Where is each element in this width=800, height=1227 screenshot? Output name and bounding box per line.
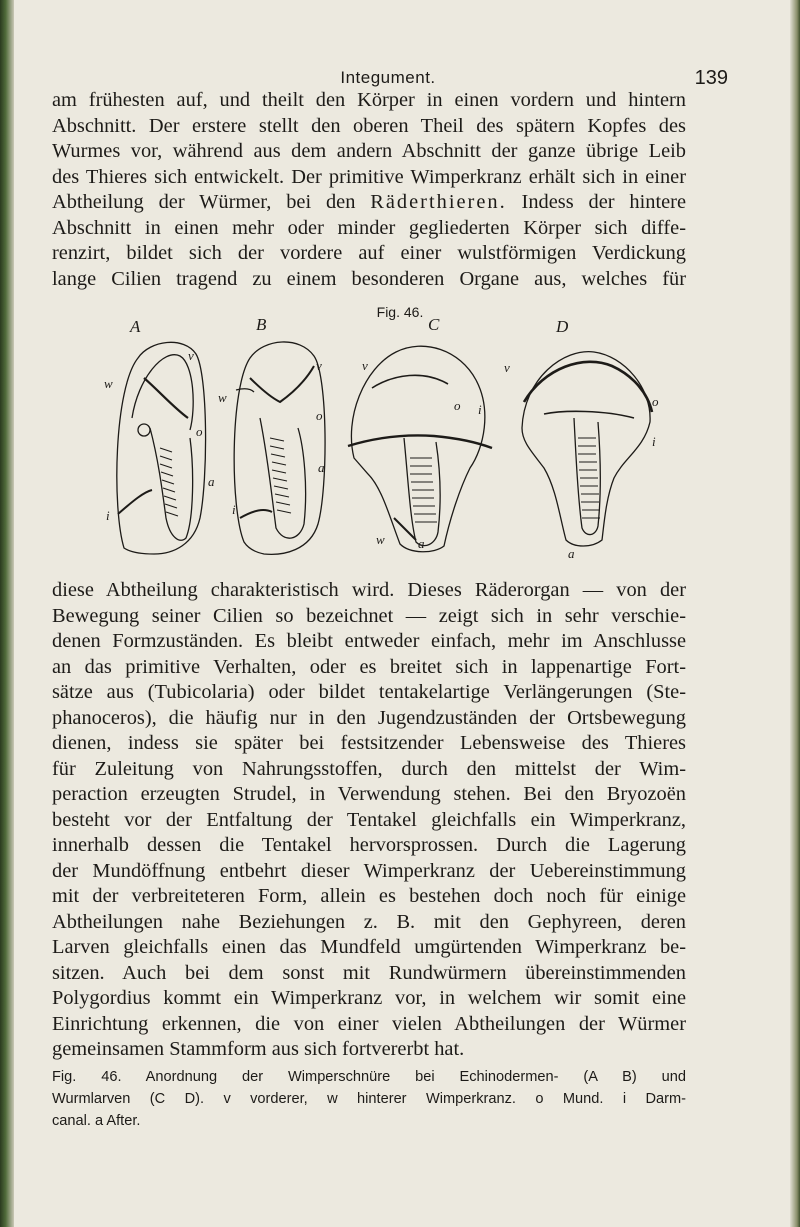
label-o: o (316, 408, 323, 423)
text-line: innerhalb dessen die Tentakel hervorsprossen. Durch die Lagerung (52, 834, 686, 856)
figure-title: Fig. 46. (376, 304, 424, 320)
text-line: dienen, indess sie später bei festsitzender Lebensweise des Thieres (52, 732, 686, 754)
text-line: phanoceros), die häufig nur in den Jugendzuständen der Ortsbewegung (52, 706, 686, 729)
larva-c (348, 346, 492, 552)
text-fragment: Abtheilung der Würmer, bei den (52, 191, 371, 213)
text-line: besteht vor der Entfaltung der Tentakel gleichfalls ein Wimperkranz, (52, 808, 686, 831)
text-line: denen Formzuständen. Es bleibt entweder einfach, mehr im Anschlusse (52, 630, 686, 652)
book-binding-edge (0, 0, 14, 1227)
label-i: i (232, 502, 236, 517)
page-number: 139 (694, 67, 728, 89)
text-line: sitzen. Auch bei dem sonst mit Rundwürmern übereinstimmenden (52, 961, 686, 984)
label-i: i (106, 508, 110, 523)
figure-caption (52, 1066, 686, 1132)
label-o: o (454, 398, 461, 413)
text-line: der Mundöffnung entbehrt dieser Wimperkranz der Uebereinstimmung (52, 859, 686, 882)
text-line: für Zuleitung von Nahrungsstoffen, durch den mittelst der Wim- (52, 757, 686, 780)
panel-label-c: C (428, 318, 440, 334)
label-v: v (316, 358, 322, 373)
label-v: v (362, 358, 368, 373)
text-line: Bewegung seiner Cilien so bezeichnet — zeigt sich in sehr verschie- (52, 604, 686, 627)
larva-d (522, 352, 652, 546)
label-w: w (218, 390, 227, 405)
text-line: gemeinsamen Stammform aus sich fortvererbt hat. (52, 1038, 465, 1060)
emphasized-term: Räderthieren. (370, 191, 507, 213)
panel-label-b: B (256, 318, 267, 334)
text-line: renzirt, bildet sich der vordere auf einer wulstförmigen Verdickung (52, 242, 686, 264)
text-fragment: Indess der hintere (506, 191, 687, 213)
label-o: o (652, 394, 659, 409)
label-w: w (104, 376, 113, 391)
text-line: Abtheilungen nahe Beziehungen z. B. mit den Gephyreen, deren (52, 910, 686, 933)
text-line: an das primitive Verhalten, oder es breitet sich in lappenartige Fort- (52, 655, 686, 678)
label-a: a (568, 546, 575, 558)
label-o: o (196, 424, 203, 439)
label-v: v (504, 360, 510, 375)
text-line: Abschnitt in einen mehr oder minder gegliederten Körper sich diffe- (52, 216, 686, 239)
text-line: sätze aus (Tubicolaria) oder bildet tentakelartige Verlängerungen (Ste- (52, 681, 686, 703)
larva-a (117, 342, 206, 554)
label-a: a (318, 460, 325, 475)
text-line (52, 190, 686, 216)
caption-line: Fig. 46. Anordnung der Wimperschnüre bei Echinodermen- (A B) und (52, 1069, 686, 1085)
caption-line: Wurmlarven (C D). v vorderer, w hinterer Wimperkranz. o Mund. i Darm- (52, 1091, 686, 1107)
text-line: Larven gleichfalls einen das Mundfeld umgürtenden Wimperkranz be- (52, 936, 686, 958)
label-i: i (652, 434, 656, 449)
label-i: i (478, 402, 482, 417)
text-line: am frühesten auf, und theilt den Körper in einen vordern und hintern (52, 89, 686, 111)
text-line: lange Cilien tragend zu einem besonderen Organe aus, welches für (52, 267, 686, 290)
paragraph-2 (52, 578, 686, 1063)
label-v: v (188, 348, 194, 363)
text-line: peraction erzeugten Strudel, in Verwendung stehen. Bei den Bryozoën (52, 783, 686, 805)
caption-line: canal. a After. (52, 1113, 141, 1129)
panel-label-a: A (130, 318, 141, 336)
label-a: a (208, 474, 215, 489)
figure-illustration (104, 318, 664, 558)
text-line: Polygordius kommt ein Wimperkranz vor, in welchem wir somit eine (52, 987, 686, 1009)
paragraph-1 (52, 88, 686, 292)
label-w: w (376, 532, 385, 547)
text-line: Einrichtung erkennen, die von einer vielen Abtheilungen der Würmer (52, 1012, 686, 1035)
panel-label-d: D (556, 318, 569, 336)
text-line: diese Abtheilung charakteristisch wird. Dieses Räderorgan — von der (52, 579, 686, 601)
text-line: Abschnitt. Der erstere stellt den oberen Theil des spätern Kopfes des (52, 114, 686, 137)
figure-46 (104, 318, 664, 558)
label-a: a (418, 536, 425, 551)
text-line: Wurmes vor, während aus dem andern Abschnitt der ganze übrige Leib (52, 140, 686, 162)
text-line: des Thieres sich entwickelt. Der primitive Wimperkranz erhält sich in einer (52, 165, 686, 188)
running-title: Integument. (340, 68, 436, 87)
larva-b (234, 342, 325, 554)
text-line: mit der verbreiteteren Form, allein es bestehen doch noch für einige (52, 885, 686, 907)
page-right-edge (790, 0, 800, 1227)
